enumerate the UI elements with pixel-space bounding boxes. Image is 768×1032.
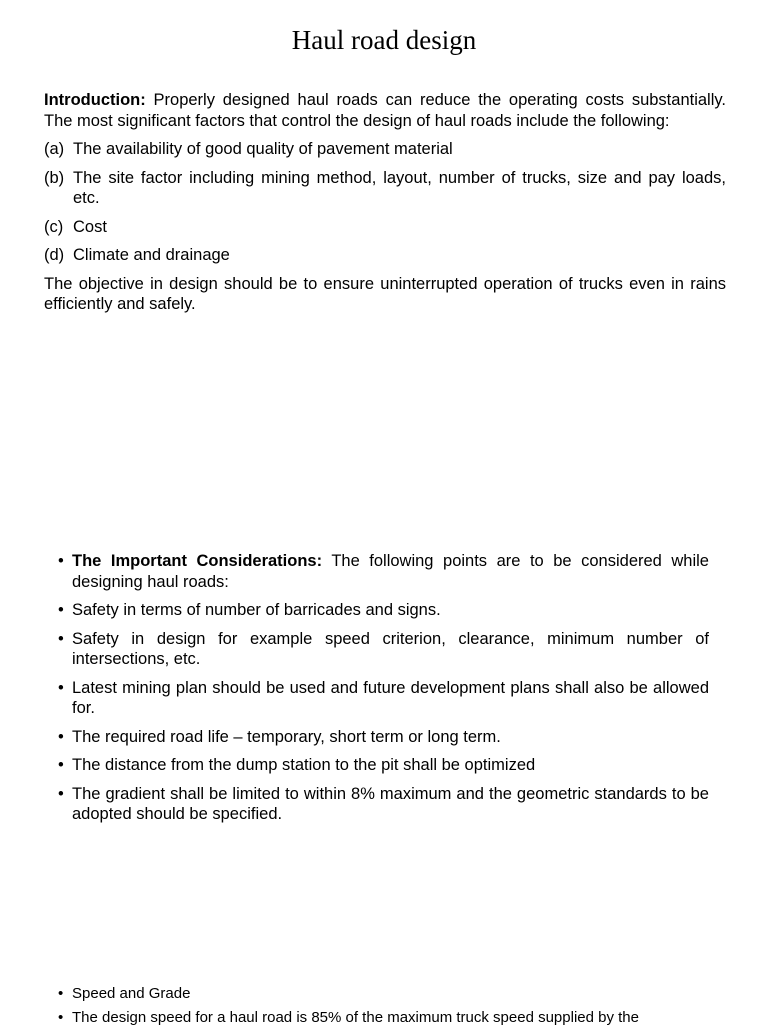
list-item-text: The site factor including mining method, layout, number of trucks, size and pay loads, etc. (73, 168, 726, 207)
considerations-label: The Important Considerations: (72, 552, 323, 570)
list-item-text: The design speed for a haul road is 85% of the maximum truck speed supplied by the (72, 1009, 639, 1026)
list-item-text: Latest mining plan should be used and future development plans shall also be allowed for. (72, 678, 709, 717)
list-item (58, 784, 709, 825)
list-item-marker: (d) (44, 246, 65, 264)
introduction-label: Introduction: (44, 91, 146, 109)
list-item (58, 551, 709, 592)
list-item (58, 600, 709, 621)
bullet-icon: • (58, 985, 64, 1002)
speed-grade-list (58, 984, 709, 1027)
bullet-icon: • (58, 727, 64, 746)
list-item-marker: (c) (44, 217, 64, 236)
list-item-text: Climate and drainage (73, 246, 230, 264)
list-item (58, 984, 709, 1003)
bullet-icon: • (58, 629, 64, 648)
list-item (58, 678, 709, 719)
list-item (58, 727, 709, 748)
considerations-section (58, 551, 709, 833)
bullet-icon: • (58, 552, 64, 570)
bullet-icon: • (58, 601, 64, 619)
list-item-text: Safety in terms of number of barricades and signs. (72, 601, 441, 619)
considerations-lead-text: The following points are to be considered while designing haul roads: (72, 552, 709, 591)
factor-list (44, 139, 726, 266)
bullet-icon: • (58, 784, 64, 803)
speed-grade-section (58, 984, 709, 1032)
list-item-text: The required road life – temporary, short term or long term. (72, 727, 501, 746)
introduction-text: Properly designed haul roads can reduce the operating costs substantially. The most significant factors that control the design of haul roads include the following: (44, 91, 726, 130)
list-item-marker: (b) (44, 168, 65, 187)
list-item-text: The gradient shall be limited to within 8% maximum and the geometric standards to be adopted should be specified. (72, 784, 709, 823)
page-title: Haul road design (291, 25, 477, 55)
bullet-icon: • (58, 678, 64, 697)
list-item-text: Cost (73, 217, 107, 236)
list-item-text: The availability of good quality of pavement material (73, 140, 453, 158)
considerations-list (58, 551, 709, 825)
list-item-text: Safety in design for example speed criterion, clearance, minimum number of intersections, etc. (72, 629, 709, 668)
list-item-text (72, 551, 709, 592)
list-item-text: Speed and Grade (72, 985, 191, 1002)
list-item (44, 217, 726, 238)
list-item-text: The distance from the dump station to the pit shall be optimized (72, 756, 536, 774)
bullet-icon: • (58, 1009, 64, 1026)
list-item (44, 139, 726, 160)
introduction-section (44, 90, 726, 315)
list-item (58, 629, 709, 670)
introduction-paragraph (44, 90, 726, 131)
objective-paragraph: The objective in design should be to ensure uninterrupted operation of trucks even in rains efficiently and safely. (44, 274, 726, 313)
list-item (44, 168, 726, 209)
bullet-icon: • (58, 756, 64, 774)
list-item-marker: (a) (44, 140, 65, 158)
list-item (58, 755, 709, 776)
list-item (58, 1008, 709, 1027)
list-item (44, 245, 726, 266)
